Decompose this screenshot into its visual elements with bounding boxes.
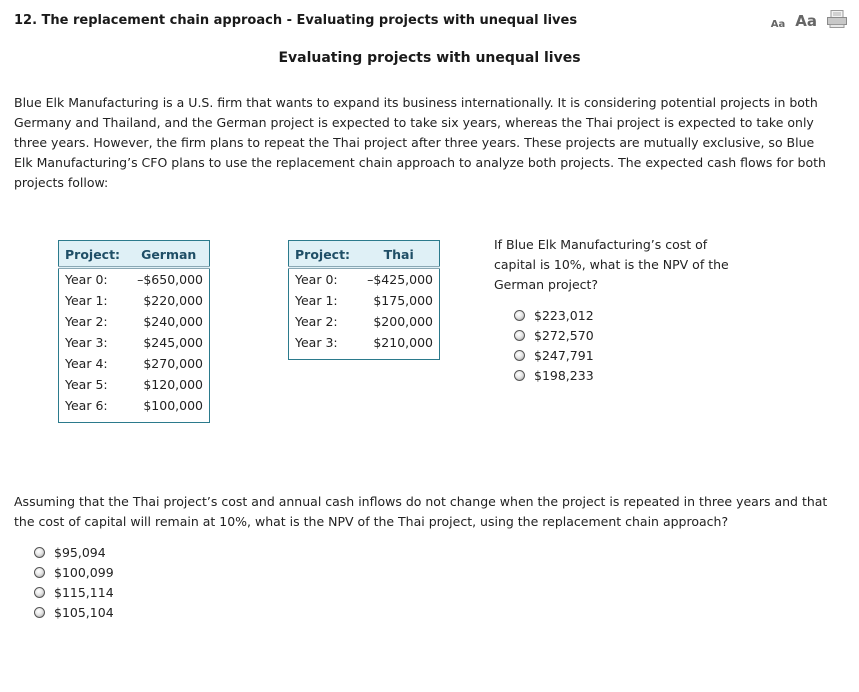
table-row	[59, 268, 210, 291]
cash-flow-value: $220,000	[143, 293, 203, 308]
project-name: Thai	[358, 241, 439, 268]
table-row	[289, 332, 440, 360]
q2-option-4[interactable]	[34, 602, 114, 622]
year-label: Year 2:	[295, 314, 338, 329]
year-label: Year 3:	[295, 335, 338, 350]
problem-description: Blue Elk Manufacturing is a U.S. firm that wants to expand its business internationally. It is considering potential projects in both Germany and Thailand, and the German project is expected to take six years, whereas the Thai project is expected to take only three years. However, the firm plans to repeat the Thai project after three years. These projects are mutually exclusive, so Blue Elk Manufacturing’s CFO plans to use the replacement chain approach to analyze both projects. The expected cash flows for both projects follow:	[14, 95, 826, 190]
table-row	[59, 374, 210, 395]
table-row	[289, 311, 440, 332]
table-row	[59, 395, 210, 423]
cash-flow-value: $245,000	[143, 335, 203, 350]
radio-button[interactable]	[34, 567, 45, 578]
year-label: Year 6:	[65, 398, 108, 413]
year-label: Year 2:	[65, 314, 108, 329]
option-label: $223,012	[534, 307, 594, 323]
section-heading: Evaluating projects with unequal lives	[278, 50, 581, 66]
radio-button[interactable]	[514, 330, 525, 341]
q1-option-1[interactable]	[514, 305, 594, 325]
table-row	[59, 332, 210, 353]
option-label: $115,114	[54, 584, 114, 600]
radio-button[interactable]	[34, 607, 45, 618]
cash-flow-value: $120,000	[143, 377, 203, 392]
q1-option-2[interactable]	[514, 325, 594, 345]
cash-flow-value: $270,000	[143, 356, 203, 371]
radio-button[interactable]	[514, 350, 525, 361]
printer-icon[interactable]	[827, 10, 847, 28]
year-label: Year 1:	[65, 293, 108, 308]
cash-flow-value: $175,000	[373, 293, 433, 308]
q2-option-2[interactable]	[34, 562, 114, 582]
q1-option-3[interactable]	[514, 345, 594, 365]
project-name: German	[128, 241, 209, 268]
year-label: Year 3:	[65, 335, 108, 350]
table-header-row	[59, 241, 210, 268]
q2-option-1[interactable]	[34, 542, 114, 562]
year-label: Year 0:	[65, 272, 108, 287]
table-header-row	[289, 241, 440, 268]
year-label: Year 1:	[295, 293, 338, 308]
cash-flow-value: –$425,000	[367, 272, 433, 287]
toolbar	[771, 12, 847, 30]
german-cash-flow-table	[58, 240, 210, 423]
cash-flow-value: $210,000	[373, 335, 433, 350]
cash-flow-value: $100,000	[143, 398, 203, 413]
option-label: $198,233	[534, 367, 594, 383]
table-row	[59, 311, 210, 332]
project-label: Project:	[59, 241, 129, 268]
q2-option-3[interactable]	[34, 582, 114, 602]
cash-flow-value: $200,000	[373, 314, 433, 329]
question-2-text: Assuming that the Thai project’s cost and annual cash inflows do not change when the project is repeated in three years and that the cost of capital will remain at 10%, what is the NPV of the Thai project, using the replacement chain approach?	[14, 494, 828, 529]
question-2-options	[34, 542, 114, 622]
year-label: Year 4:	[65, 356, 108, 371]
option-label: $247,791	[534, 347, 594, 363]
radio-button[interactable]	[514, 310, 525, 321]
table-row	[289, 268, 440, 291]
table-row	[59, 290, 210, 311]
radio-button[interactable]	[34, 587, 45, 598]
decrease-font-button[interactable]: Aa	[770, 19, 786, 30]
option-label: $95,094	[54, 544, 106, 560]
cash-flow-value: $240,000	[143, 314, 203, 329]
option-label: $272,570	[534, 327, 594, 343]
question-1-text: If Blue Elk Manufacturing’s cost of capital is 10%, what is the NPV of the German project?	[494, 237, 729, 292]
option-label: $105,104	[54, 604, 114, 620]
table-row	[59, 353, 210, 374]
radio-button[interactable]	[514, 370, 525, 381]
year-label: Year 0:	[295, 272, 338, 287]
question-1-options	[514, 305, 594, 385]
increase-font-button[interactable]: Aa	[795, 12, 817, 30]
project-label: Project:	[289, 241, 359, 268]
q1-option-4[interactable]	[514, 365, 594, 385]
thai-cash-flow-table	[288, 240, 440, 360]
cash-flow-value: –$650,000	[137, 272, 203, 287]
table-row	[289, 290, 440, 311]
option-label: $100,099	[54, 564, 114, 580]
year-label: Year 5:	[65, 377, 108, 392]
radio-button[interactable]	[34, 547, 45, 558]
question-title: 12. The replacement chain approach - Evaluating projects with unequal lives	[14, 13, 578, 28]
